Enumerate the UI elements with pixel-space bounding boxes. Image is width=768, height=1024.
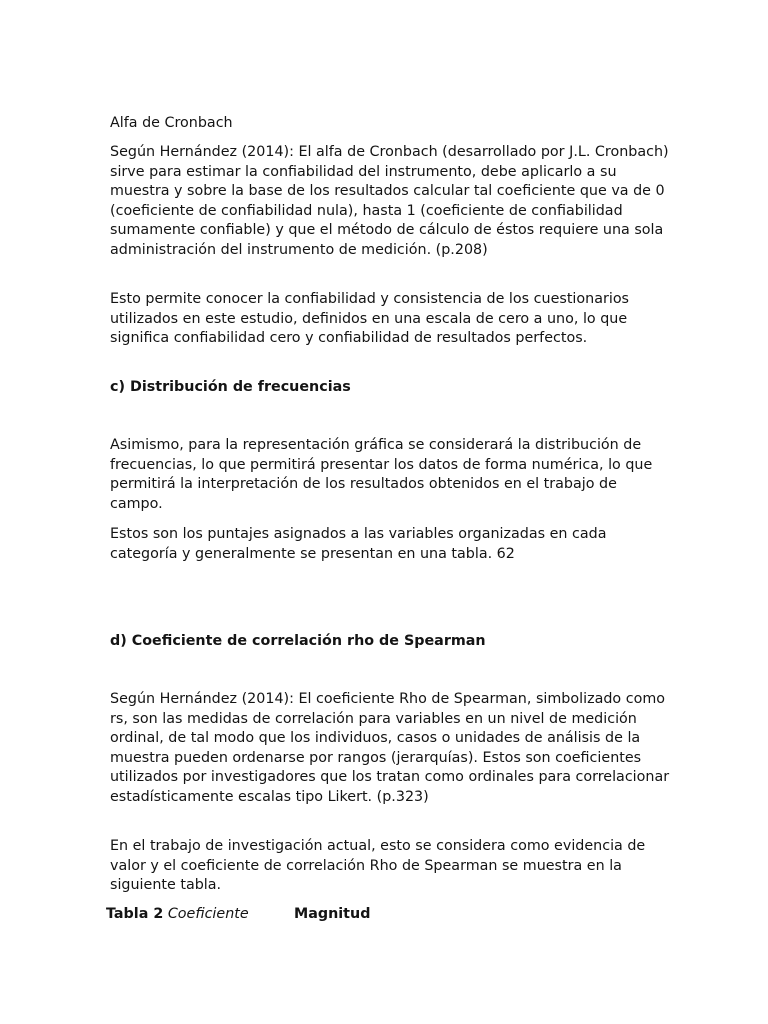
- paragraph-frequency-2: Estos son los puntajes asignados a las variables organizadas en cada categoría y generalmente se presentan en una tabla. 62: [110, 526, 607, 562]
- table-column-coefficient: Coeficiente: [167, 906, 249, 922]
- table-caption: [106, 905, 371, 925]
- table-label: Tabla 2: [106, 906, 164, 922]
- paragraph-alpha-interpretation: Esto permite conocer la confiabilidad y consistencia de los cuestionarios utilizados en este estudio, definidos en una escala de cero a uno, lo que significa confiabilidad cero y confiabilidad de resultados perfectos.: [110, 291, 630, 347]
- paragraph-alpha-definition: Según Hernández (2014): El alfa de Cronbach (desarrollado por J.L. Cronbach) sirve para estimar la confiabilidad del instrumento, debe aplicarlo a su muestra y sobre la base de los resultados calcular tal coeficiente que va de 0 (coeficiente de confiabilidad nula), hasta 1 (coeficiente de confiabilidad sumamente confiable) y que el método de cálculo de éstos requiere una sola administración del instrumento de medición. (p.208): [110, 144, 669, 258]
- paragraph-spearman-context: En el trabajo de investigación actual, esto se considera como evidencia de valor y el coeficiente de correlación Rho de Spearman se muestra en la siguiente tabla.: [110, 838, 646, 894]
- heading-spearman: d) Coeficiente de correlación rho de Spearman: [110, 633, 486, 649]
- table-column-magnitude: Magnitud: [294, 906, 371, 922]
- paragraph-frequency-1: Asimismo, para la representación gráfica se considerará la distribución de frecuencias, lo que permitirá presentar los datos de forma numérica, lo que permitirá la interpretación de los resultados obtenidos en el trabajo de campo.: [110, 437, 653, 512]
- paragraph-spearman-definition: Según Hernández (2014): El coeficiente Rho de Spearman, simbolizado como rs, son las medidas de correlación para variables en un nivel de medición ordinal, de tal modo que los individuos, casos o unidades de análisis de la muestra pueden ordenarse por rangos (jerarquías). Estos son coeficientes utilizados por investigadores que los tratan como ordinales para correlacionar estadísticamente escalas tipo Likert. (p.323): [110, 691, 670, 805]
- section-title-alpha: Alfa de Cronbach: [110, 115, 233, 131]
- heading-frequency-distribution: c) Distribución de frecuencias: [110, 379, 351, 395]
